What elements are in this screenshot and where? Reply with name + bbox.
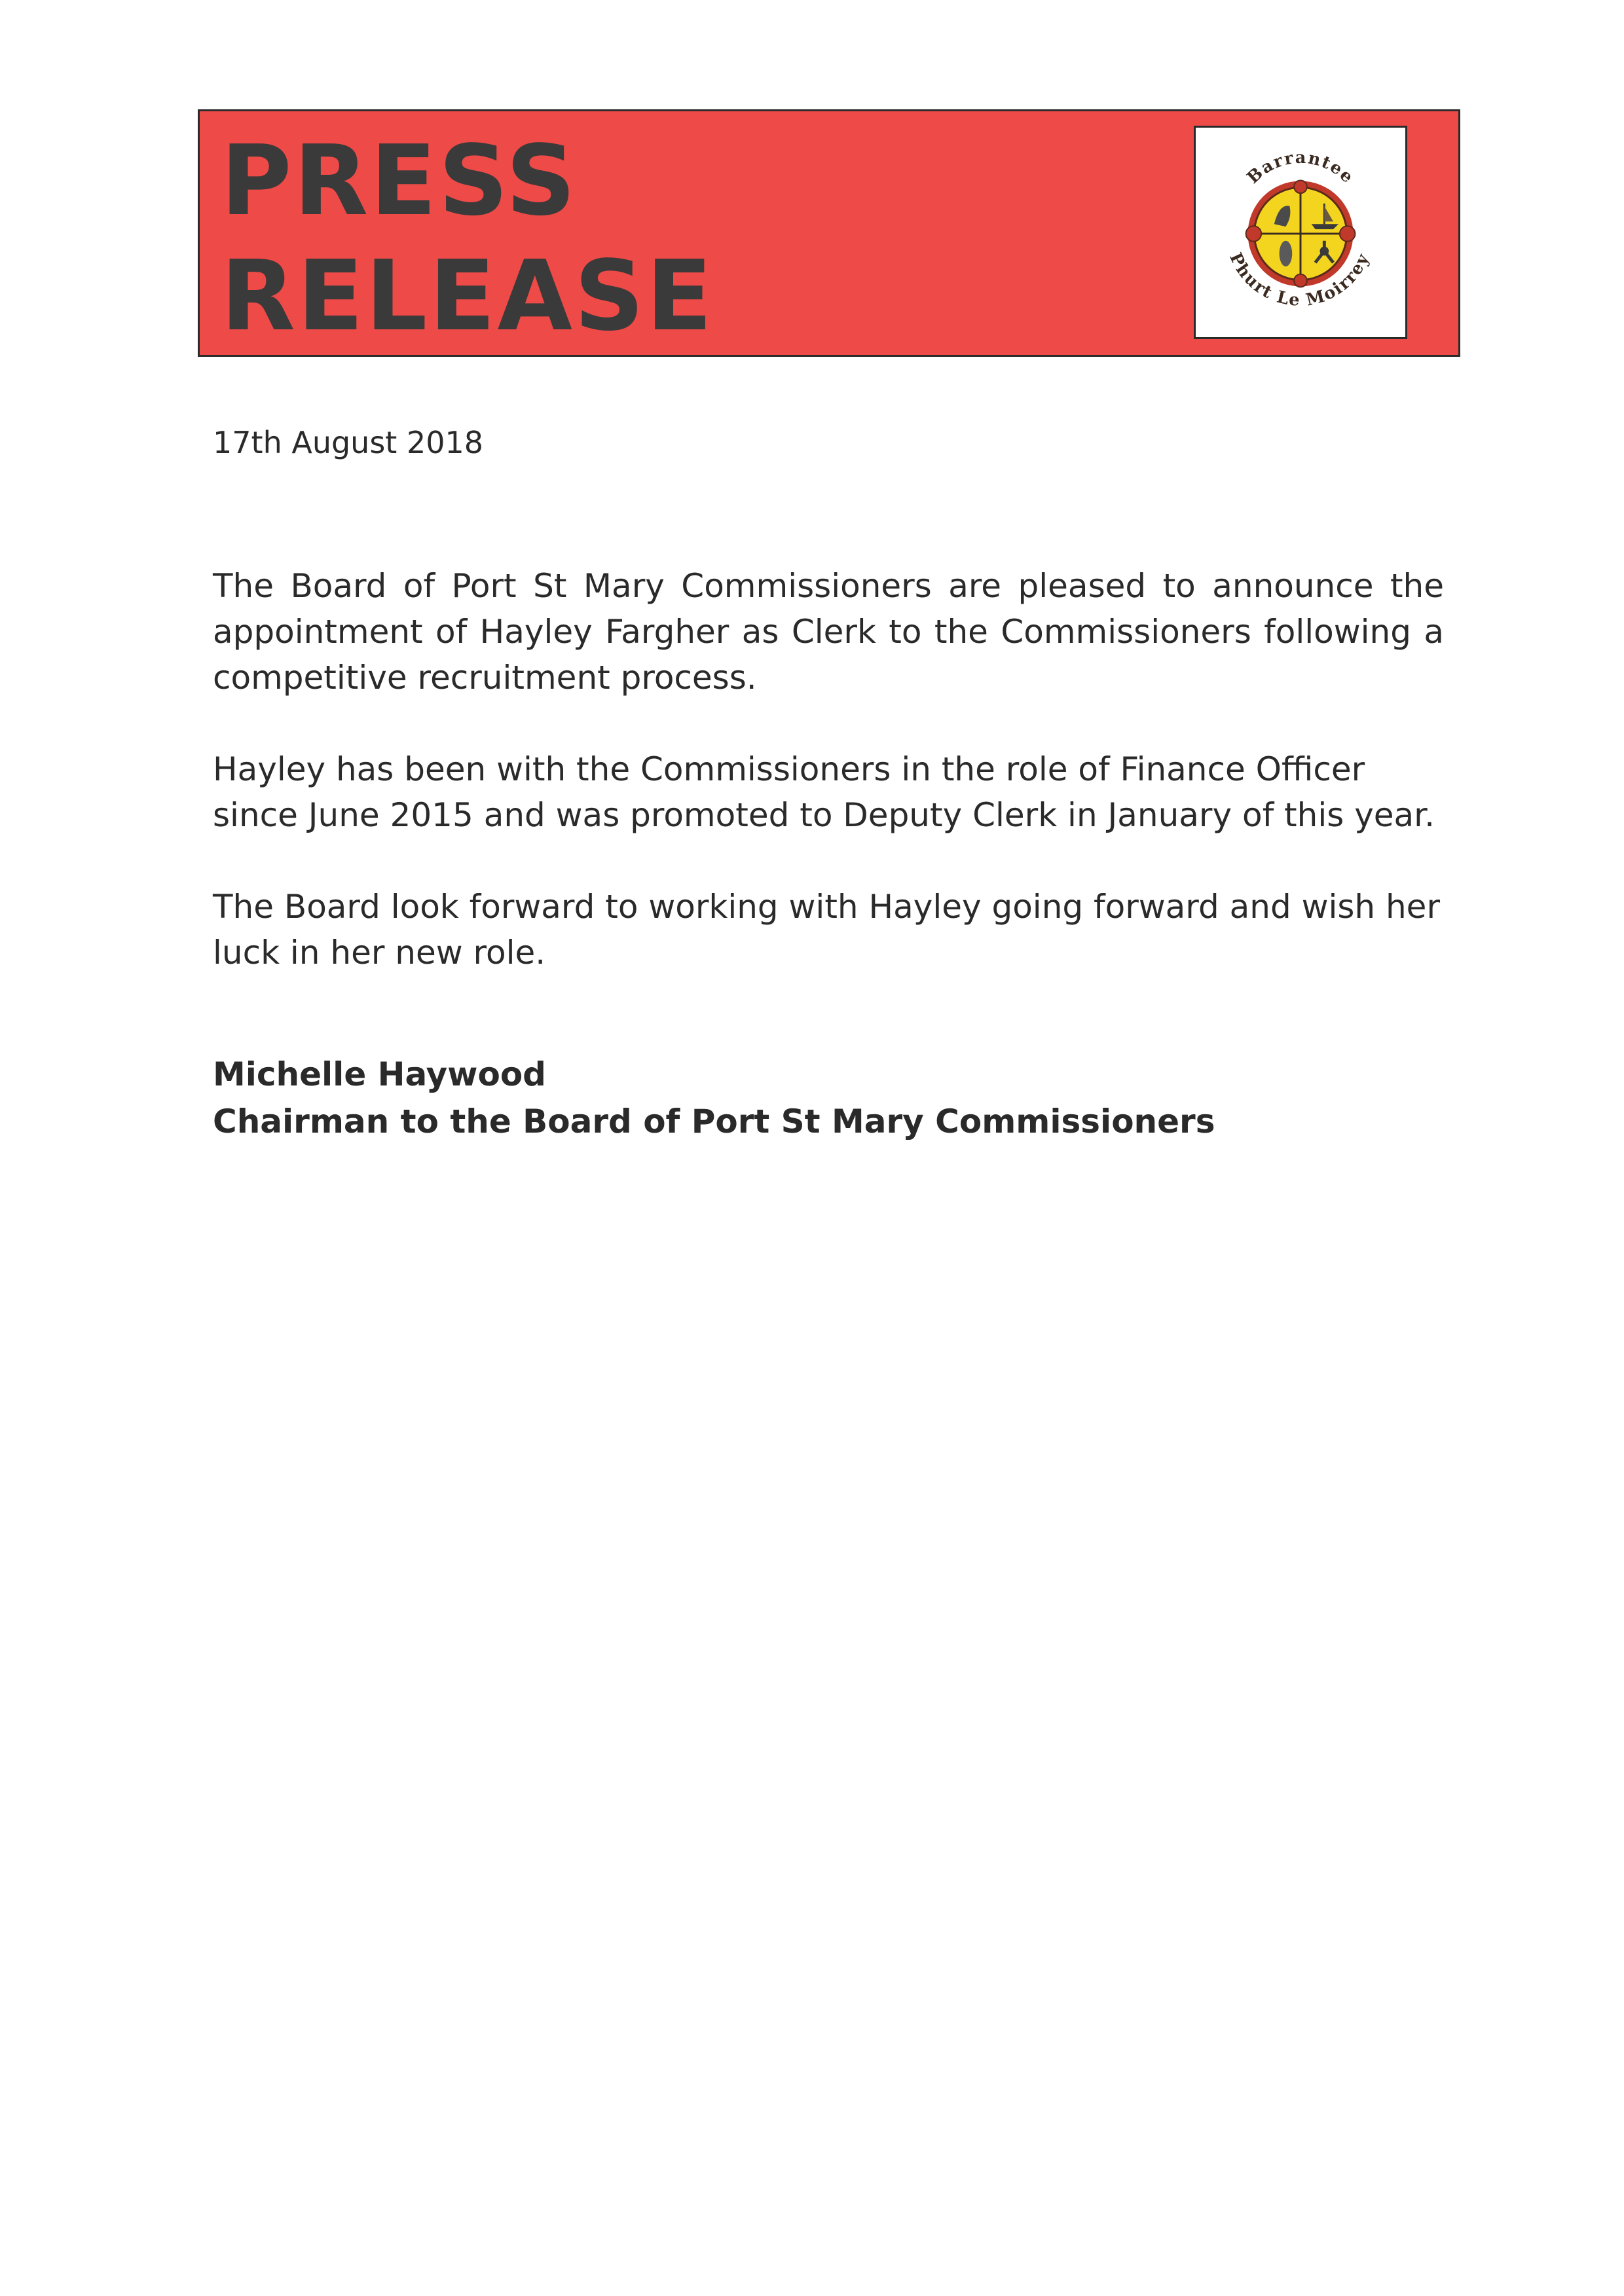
signature-block (213, 1051, 1215, 1145)
banner-title (221, 123, 714, 354)
signatory-name: Michelle Haywood (213, 1055, 546, 1093)
paragraph-closing: The Board look forward to working with Hayley going forward and wish her luck in her new role. (213, 888, 1440, 972)
press-release-banner (198, 109, 1460, 357)
seal-top-text: Barrantee (1243, 147, 1358, 188)
banner-title-line-1: PRESS (221, 124, 578, 237)
paragraph-background: Hayley has been with the Commissioners in the role of Finance Officer since June 2015 and was promoted to Deputy Clerk in January of this year. (213, 750, 1435, 834)
signatory-title: Chairman to the Board of Port St Mary Commissioners (213, 1102, 1215, 1140)
seal-bottom-text: Phurt Le Moirrey (1225, 249, 1374, 310)
release-date: 17th August 2018 (213, 425, 484, 460)
port-st-mary-crest-icon (1196, 128, 1405, 337)
paragraph-announcement: The Board of Port St Mary Commissioners are pleased to announce the appointment of Hayley Fargher as Clerk to the Commissioners following a competitive recruitment process. (213, 567, 1444, 697)
crest-logo (1194, 126, 1407, 339)
banner-title-line-2: RELEASE (221, 240, 714, 352)
